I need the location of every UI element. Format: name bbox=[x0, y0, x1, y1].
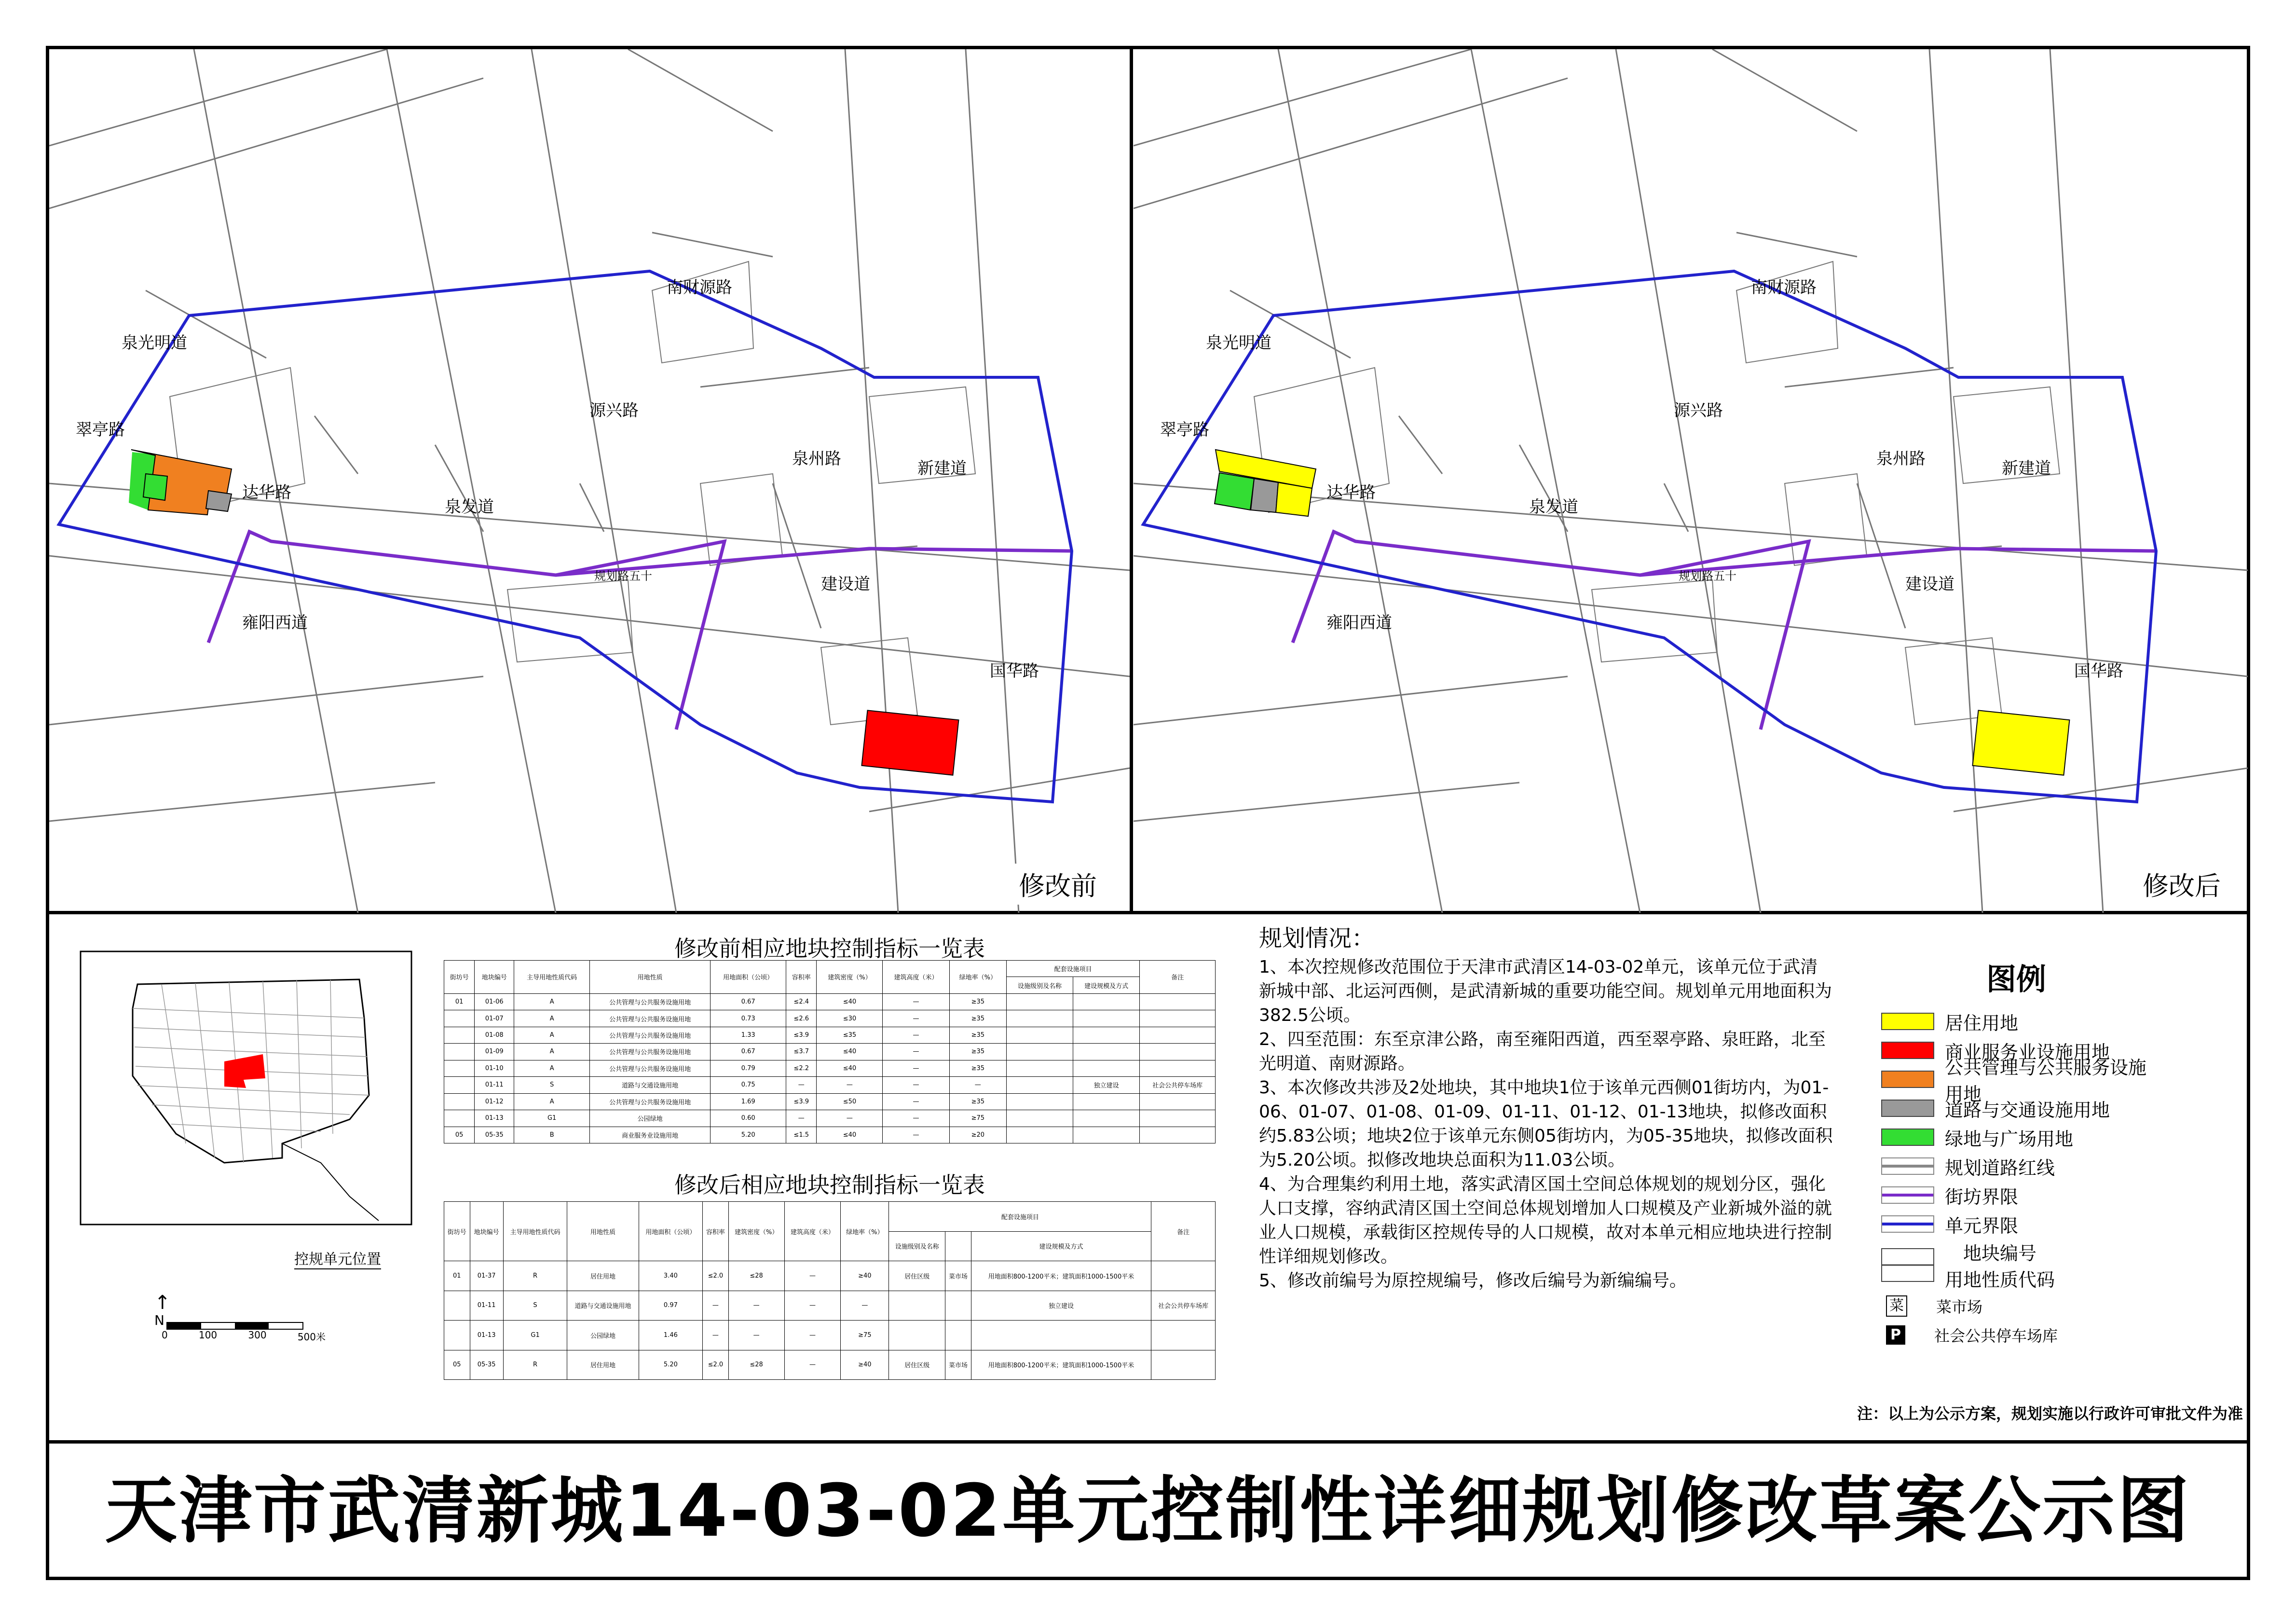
table-header-cell: 用地面积（公顷） bbox=[711, 961, 786, 994]
table-cell: G1 bbox=[514, 1110, 590, 1127]
table-cell: 5.20 bbox=[711, 1127, 786, 1143]
legend bbox=[1881, 955, 2151, 1349]
table-cell bbox=[444, 1291, 470, 1321]
table-cell bbox=[1007, 993, 1073, 1010]
table-cell: 公共管理与公共服务设施用地 bbox=[590, 1010, 711, 1027]
table-cell: — bbox=[883, 1010, 949, 1027]
table-cell bbox=[1073, 1044, 1140, 1060]
table-after-title: 修改后相应地块控制指标一览表 bbox=[674, 1172, 985, 1198]
table-header-cell: 绿地率（%） bbox=[949, 961, 1006, 994]
table-cell: 商业服务业设施用地 bbox=[590, 1127, 711, 1143]
table-cell: 1.69 bbox=[711, 1093, 786, 1110]
footnote: 注：以上为公示方案，规划实施以行政许可审批文件为准 bbox=[1857, 1404, 2243, 1423]
table-cell: — bbox=[883, 1127, 949, 1143]
legend-label: 道路与交通设施用地 bbox=[1945, 1099, 2110, 1121]
table-cell: ≤40 bbox=[817, 1060, 883, 1076]
table-cell: — bbox=[949, 1077, 1006, 1093]
table-cell: 01-12 bbox=[475, 1093, 514, 1110]
table-cell bbox=[444, 1010, 475, 1027]
table-cell: ≥35 bbox=[949, 1093, 1006, 1110]
locator-caption: 控规单元位置 bbox=[294, 1247, 381, 1269]
table-cell: 01-06 bbox=[475, 993, 514, 1010]
table-row bbox=[444, 1350, 1216, 1380]
table-cell: 1.33 bbox=[711, 1027, 786, 1043]
table-cell: 05 bbox=[444, 1350, 470, 1380]
table-cell: 01-13 bbox=[475, 1110, 514, 1127]
table-cell: 居住区级 bbox=[889, 1350, 945, 1380]
table-cell: — bbox=[784, 1291, 841, 1321]
before-caption: 修改前 bbox=[1013, 864, 1103, 905]
table-cell: 0.79 bbox=[711, 1060, 786, 1076]
legend-label: 街坊界限 bbox=[1945, 1186, 2019, 1208]
svg-text:雍阳西道: 雍阳西道 bbox=[1326, 613, 1392, 633]
table-cell bbox=[1007, 1093, 1073, 1110]
table-cell: ≤2.2 bbox=[786, 1060, 817, 1076]
table-cell bbox=[945, 1291, 971, 1321]
table-cell: 5.20 bbox=[639, 1350, 703, 1380]
legend-item bbox=[1881, 1057, 2151, 1105]
table-row bbox=[444, 1010, 1216, 1027]
svg-text:国华路: 国华路 bbox=[990, 661, 1039, 681]
table-cell: 0.67 bbox=[711, 993, 786, 1010]
title-band-frame bbox=[46, 1440, 2250, 1444]
table-row bbox=[444, 1027, 1216, 1043]
legend-swatch bbox=[1881, 1042, 1934, 1059]
svg-text:泉州路: 泉州路 bbox=[792, 449, 841, 468]
table-cell bbox=[1007, 1060, 1073, 1076]
note-1: 1、本次控规修改范围位于天津市武清区14-03-02单元，该单元位于武清新城中部、北运河西侧，是武清新城的重要功能空间。规划单元用地面积为382.5公顷。 bbox=[1259, 957, 1832, 1025]
table-cell: A bbox=[514, 1060, 590, 1076]
svg-text:泉发道: 泉发道 bbox=[445, 497, 494, 517]
table-subheader-cell bbox=[945, 1231, 971, 1261]
table-cell: ≤35 bbox=[817, 1027, 883, 1043]
table-cell: 05 bbox=[444, 1127, 475, 1143]
legend-label: 单元界限 bbox=[1945, 1215, 2019, 1237]
legend-market-row bbox=[1881, 1292, 2151, 1321]
table-cell: 公共管理与公共服务设施用地 bbox=[590, 993, 711, 1010]
legend-swatch bbox=[1881, 1215, 1934, 1233]
table-cell: 社会公共停车场库 bbox=[1140, 1077, 1216, 1093]
table-cell bbox=[444, 1321, 470, 1350]
table-cell: — bbox=[786, 1110, 817, 1127]
svg-text:源兴路: 源兴路 bbox=[1674, 401, 1723, 420]
table-cell bbox=[1073, 1027, 1140, 1043]
svg-text:国华路: 国华路 bbox=[2074, 661, 2123, 681]
table-subheader-cell: 建设规模及方式 bbox=[971, 1231, 1151, 1261]
parcel-01-11-traffic bbox=[1251, 479, 1278, 512]
legend-title: 图例 bbox=[1986, 962, 2046, 997]
table-cell: — bbox=[784, 1261, 841, 1291]
table-cell bbox=[444, 1110, 475, 1127]
svg-text:新建道: 新建道 bbox=[917, 459, 967, 478]
svg-text:规划路五十: 规划路五十 bbox=[1679, 569, 1736, 583]
table-cell: R bbox=[503, 1261, 567, 1291]
table-row bbox=[444, 1093, 1216, 1110]
table-cell bbox=[1007, 1044, 1073, 1060]
scale-100: 100 bbox=[198, 1329, 218, 1341]
market-label: 菜市场 bbox=[1936, 1298, 1983, 1316]
scale-labels bbox=[162, 1329, 326, 1343]
table-cell: 公共管理与公共服务设施用地 bbox=[590, 1044, 711, 1060]
table-subheader-cell: 建设规模及方式 bbox=[1073, 977, 1140, 993]
table-cell: B bbox=[514, 1127, 590, 1143]
table-header-cell: 用地性质 bbox=[590, 961, 711, 994]
table-cell: 居住区级 bbox=[889, 1261, 945, 1291]
table-cell: 0.73 bbox=[711, 1010, 786, 1027]
parcel-01-13-green bbox=[1215, 473, 1254, 510]
table-cell: 01 bbox=[444, 1261, 470, 1291]
svg-text:建设道: 建设道 bbox=[1905, 575, 1954, 594]
parcel-01-green bbox=[143, 474, 167, 500]
table-header-cell: 建筑高度（米） bbox=[883, 961, 949, 994]
scale-300: 300 bbox=[248, 1329, 267, 1341]
table-row bbox=[444, 1044, 1216, 1060]
table-cell: 3.40 bbox=[639, 1261, 703, 1291]
table-row bbox=[444, 1077, 1216, 1093]
table-cell bbox=[444, 1060, 475, 1076]
table-cell bbox=[1140, 1044, 1216, 1060]
svg-text:泉光明道: 泉光明道 bbox=[1206, 333, 1271, 353]
table-cell bbox=[1140, 993, 1216, 1010]
table-cell: 01-08 bbox=[475, 1027, 514, 1043]
table-cell: 道路与交通设施用地 bbox=[567, 1291, 639, 1321]
table-cell: G1 bbox=[503, 1321, 567, 1350]
table-cell: S bbox=[514, 1077, 590, 1093]
table-cell bbox=[444, 1093, 475, 1110]
table-cell bbox=[1140, 1027, 1216, 1043]
table-header-cell: 地块编号 bbox=[475, 961, 514, 994]
svg-text:翠亭路: 翠亭路 bbox=[76, 420, 125, 440]
table-row bbox=[444, 993, 1216, 1010]
table-cell: 用地面积800-1200平米；建筑面积1000-1500平米 bbox=[971, 1261, 1151, 1291]
table-cell bbox=[444, 1027, 475, 1043]
legend-item bbox=[1881, 1123, 2151, 1152]
table-cell: ≥35 bbox=[949, 1027, 1006, 1043]
parcel-05-35-commercial bbox=[861, 710, 958, 775]
table-cell: — bbox=[883, 993, 949, 1010]
table-subheader-cell: 设施级别及名称 bbox=[1007, 977, 1073, 993]
table-cell: ≥35 bbox=[949, 993, 1006, 1010]
table-cell bbox=[1073, 1010, 1140, 1027]
parking-label: 社会公共停车场库 bbox=[1934, 1327, 2058, 1345]
table-cell: ≥35 bbox=[949, 1044, 1006, 1060]
table-cell: — bbox=[883, 1044, 949, 1060]
table-cell: ≤3.9 bbox=[786, 1093, 817, 1110]
legend-item bbox=[1881, 1181, 2151, 1210]
svg-text:新建道: 新建道 bbox=[2002, 459, 2051, 478]
svg-text:规划路五十: 规划路五十 bbox=[594, 569, 652, 583]
table-cell: ≤2.4 bbox=[786, 993, 817, 1010]
table-cell bbox=[1073, 1127, 1140, 1143]
table-cell: A bbox=[514, 1044, 590, 1060]
table-header-cell: 绿地率（%） bbox=[841, 1202, 889, 1261]
table-header-cell: 建筑高度（米） bbox=[784, 1202, 841, 1261]
table-cell bbox=[1140, 1060, 1216, 1076]
svg-text:雍阳西道: 雍阳西道 bbox=[242, 613, 308, 633]
table-cell: ≥40 bbox=[841, 1261, 889, 1291]
table-cell: 01-13 bbox=[470, 1321, 503, 1350]
table-cell: 01-11 bbox=[470, 1291, 503, 1321]
table-cell: 0.67 bbox=[711, 1044, 786, 1060]
table-cell bbox=[444, 1044, 475, 1060]
table-cell: 独立建设 bbox=[971, 1291, 1151, 1321]
table-cell bbox=[1073, 1060, 1140, 1076]
table-cell bbox=[1007, 1110, 1073, 1127]
table-cell: 公共管理与公共服务设施用地 bbox=[590, 1093, 711, 1110]
table-header-cell: 容积率 bbox=[703, 1202, 729, 1261]
table-cell bbox=[1007, 1027, 1073, 1043]
table-cell: — bbox=[728, 1291, 784, 1321]
table-cell: 1.46 bbox=[639, 1321, 703, 1350]
note-3: 3、本次修改共涉及2处地块，其中地块1位于该单元西侧01街坊内，为01-06、01-07、01-08、01-09、01-11、01-12、01-13地块，拟修改面积约5.83公顷；地块2位于该单元东侧05街坊内，为05-35地块，拟修改面积为5.20公顷。拟修改地块总面积为11.03公顷。 bbox=[1259, 1078, 1833, 1170]
after-caption: 修改后 bbox=[2137, 864, 2227, 905]
table-cell bbox=[1007, 1010, 1073, 1027]
table-cell bbox=[1151, 1321, 1216, 1350]
map-before bbox=[49, 49, 1130, 913]
svg-text:泉州路: 泉州路 bbox=[1876, 449, 1926, 468]
table-header-cell: 街坊号 bbox=[444, 1202, 470, 1261]
table-cell: — bbox=[883, 1110, 949, 1127]
table-cell: ≤40 bbox=[817, 1127, 883, 1143]
table-header-cell: 地块编号 bbox=[470, 1202, 503, 1261]
legend-swatch bbox=[1881, 1071, 1934, 1088]
table-cell: A bbox=[514, 993, 590, 1010]
table-header-cell: 用地性质 bbox=[567, 1202, 639, 1261]
north-arrow-icon: ↑ bbox=[154, 1292, 171, 1314]
table-cell bbox=[1140, 1110, 1216, 1127]
legend-swatch bbox=[1881, 1100, 1934, 1117]
table-header-cell: 备注 bbox=[1140, 961, 1216, 994]
table-cell: R bbox=[503, 1350, 567, 1380]
note-4: 4、为合理集约利用土地，落实武清区国土空间总体规划的规划分区，强化人口支撑，容纳武清区国土空间总体规划增加人口规模及产业新城外溢的就业人口规模，承载街区控规传导的人口规模，故对本单元相应地块进行控制性详细规划修改。 bbox=[1259, 1174, 1832, 1266]
table-cell: ≤50 bbox=[817, 1093, 883, 1110]
legend-parking-row bbox=[1881, 1321, 2151, 1349]
north-label: N bbox=[154, 1312, 164, 1328]
table-cell bbox=[1073, 1110, 1140, 1127]
table-cell: 01-07 bbox=[475, 1010, 514, 1027]
table-cell: — bbox=[817, 1110, 883, 1127]
scale-bar bbox=[166, 1322, 303, 1330]
table-cell: ≤30 bbox=[817, 1010, 883, 1027]
table-cell: 菜市场 bbox=[945, 1350, 971, 1380]
table-cell: ≤40 bbox=[817, 993, 883, 1010]
legend-swatch bbox=[1881, 1186, 1934, 1204]
table-after bbox=[444, 1201, 1216, 1380]
parcel-01-traffic bbox=[206, 491, 232, 511]
table-header-cell: 主导用地性质代码 bbox=[503, 1202, 567, 1261]
legend-label: 商业服务业设施用地 bbox=[1945, 1041, 2110, 1063]
map-after bbox=[1134, 49, 2248, 913]
svg-text:建设道: 建设道 bbox=[821, 575, 870, 594]
table-cell bbox=[971, 1321, 1151, 1350]
table-cell bbox=[1151, 1261, 1216, 1291]
scale-500: 500米 bbox=[297, 1331, 326, 1343]
table-cell: — bbox=[883, 1027, 949, 1043]
table-cell: 01-10 bbox=[475, 1060, 514, 1076]
locator-map bbox=[80, 950, 412, 1225]
table-cell: ≤28 bbox=[728, 1261, 784, 1291]
svg-text:南财源路: 南财源路 bbox=[667, 278, 732, 297]
svg-text:翠亭路: 翠亭路 bbox=[1160, 420, 1209, 440]
table-header-cell: 备注 bbox=[1151, 1202, 1216, 1261]
table-cell bbox=[1073, 1093, 1140, 1110]
table-cell: 菜市场 bbox=[945, 1261, 971, 1291]
notes-title: 规划情况： bbox=[1259, 925, 1375, 952]
table-cell: 公园绿地 bbox=[590, 1110, 711, 1127]
table-cell: — bbox=[703, 1291, 729, 1321]
parcel-05-35-residential bbox=[1972, 710, 2069, 775]
legend-swatch bbox=[1881, 1129, 1934, 1146]
table-cell: 05-35 bbox=[475, 1127, 514, 1143]
table-cell bbox=[1151, 1350, 1216, 1380]
table-cell: ≥40 bbox=[841, 1350, 889, 1380]
table-cell bbox=[1007, 1077, 1073, 1093]
table-cell: 居住用地 bbox=[567, 1350, 639, 1380]
table-cell: — bbox=[703, 1321, 729, 1350]
table-cell: A bbox=[514, 1027, 590, 1043]
table-cell: ≤1.5 bbox=[786, 1127, 817, 1143]
table-row bbox=[444, 1110, 1216, 1127]
table-cell: — bbox=[883, 1060, 949, 1076]
table-cell: — bbox=[883, 1093, 949, 1110]
legend-code-row bbox=[1881, 1239, 2151, 1292]
main-title: 天津市武清新城14-03-02单元控制性详细规划修改草案公示图 bbox=[105, 1469, 2191, 1553]
table-cell: ≥75 bbox=[949, 1110, 1006, 1127]
table-cell: ≤40 bbox=[817, 1044, 883, 1060]
table-cell: — bbox=[784, 1321, 841, 1350]
table-cell: ≥35 bbox=[949, 1060, 1006, 1076]
legend-item bbox=[1881, 1007, 2151, 1036]
code-box-icon bbox=[1881, 1248, 1934, 1282]
table-cell: 01-11 bbox=[475, 1077, 514, 1093]
table-cell: 用地面积800-1200平米；建筑面积1000-1500平米 bbox=[971, 1350, 1151, 1380]
table-before bbox=[444, 960, 1216, 1143]
table-cell: ≤2.0 bbox=[703, 1261, 729, 1291]
table-cell bbox=[1140, 1127, 1216, 1143]
table-cell: — bbox=[883, 1077, 949, 1093]
table-cell: 社会公共停车场库 bbox=[1151, 1291, 1216, 1321]
table-row bbox=[444, 1060, 1216, 1076]
table-cell bbox=[889, 1321, 945, 1350]
svg-text:达华路: 达华路 bbox=[1326, 483, 1376, 502]
scale-0: 0 bbox=[162, 1329, 168, 1341]
legend-swatch bbox=[1881, 1013, 1934, 1030]
note-5: 5、修改前编号为原控规编号，修改后编号为新编编号。 bbox=[1259, 1271, 1687, 1291]
legend-label: 居住用地 bbox=[1945, 1012, 2019, 1034]
table-cell: 0.60 bbox=[711, 1110, 786, 1127]
table-row bbox=[444, 1321, 1216, 1350]
table-cell: A bbox=[514, 1093, 590, 1110]
table-cell: — bbox=[841, 1291, 889, 1321]
table-cell bbox=[1073, 993, 1140, 1010]
svg-text:泉发道: 泉发道 bbox=[1529, 497, 1578, 517]
table-row bbox=[444, 1261, 1216, 1291]
table-header-cell: 容积率 bbox=[786, 961, 817, 994]
table-cell: 独立建设 bbox=[1073, 1077, 1140, 1093]
table-cell: ≤2.6 bbox=[786, 1010, 817, 1027]
table-cell: 道路与交通设施用地 bbox=[590, 1077, 711, 1093]
table-cell: 01 bbox=[444, 993, 475, 1010]
table-cell: — bbox=[786, 1077, 817, 1093]
table-cell bbox=[1140, 1010, 1216, 1027]
table-cell: 0.75 bbox=[711, 1077, 786, 1093]
table-cell: ≤3.7 bbox=[786, 1044, 817, 1060]
market-icon: 菜 bbox=[1886, 1295, 1907, 1317]
table-cell: — bbox=[817, 1077, 883, 1093]
table-cell bbox=[889, 1291, 945, 1321]
table-header-cell: 配套设施项目 bbox=[1007, 961, 1140, 977]
table-before-title: 修改前相应地块控制指标一览表 bbox=[674, 936, 985, 962]
svg-text:源兴路: 源兴路 bbox=[589, 401, 639, 420]
table-cell bbox=[444, 1077, 475, 1093]
table-subheader-cell: 设施级别及名称 bbox=[889, 1231, 945, 1261]
planning-notes bbox=[1259, 926, 1833, 1293]
table-cell: ≤28 bbox=[728, 1350, 784, 1380]
legend-label: 绿地与广场用地 bbox=[1945, 1128, 2074, 1150]
code-label-2: 用地性质代码 bbox=[1945, 1269, 2055, 1291]
table-header-cell: 建筑密度（%） bbox=[728, 1202, 784, 1261]
table-cell: ≥20 bbox=[949, 1127, 1006, 1143]
legend-swatch bbox=[1881, 1157, 1934, 1175]
table-cell: 公园绿地 bbox=[567, 1321, 639, 1350]
table-cell: 0.97 bbox=[639, 1291, 703, 1321]
parking-icon: P bbox=[1886, 1325, 1905, 1345]
svg-text:达华路: 达华路 bbox=[242, 483, 291, 502]
svg-text:泉光明道: 泉光明道 bbox=[122, 333, 187, 353]
table-cell: — bbox=[784, 1350, 841, 1380]
parcel-01-37-residential-2 bbox=[1276, 482, 1312, 516]
maps-divider bbox=[1130, 46, 1133, 914]
table-cell: 05-35 bbox=[470, 1350, 503, 1380]
table-cell: ≤3.9 bbox=[786, 1027, 817, 1043]
table-cell: ≥35 bbox=[949, 1010, 1006, 1027]
table-cell: A bbox=[514, 1010, 590, 1027]
table-cell bbox=[1007, 1127, 1073, 1143]
code-label-1: 地块编号 bbox=[1963, 1243, 2037, 1264]
table-cell: 公共管理与公共服务设施用地 bbox=[590, 1027, 711, 1043]
table-cell bbox=[945, 1321, 971, 1350]
table-cell: 01-09 bbox=[475, 1044, 514, 1060]
legend-item bbox=[1881, 1210, 2151, 1239]
table-cell: ≤2.0 bbox=[703, 1350, 729, 1380]
table-header-cell: 配套设施项目 bbox=[889, 1202, 1151, 1232]
table-header-cell: 建筑密度（%） bbox=[817, 961, 883, 994]
table-row bbox=[444, 1291, 1216, 1321]
legend-label: 公共管理与公共服务设施用地 bbox=[1945, 1057, 2147, 1105]
note-2: 2、四至范围：东至京津公路，南至雍阳西道，西至翠亭路、泉旺路，北至光明道、南财源路。 bbox=[1259, 1030, 1826, 1073]
table-cell: — bbox=[728, 1321, 784, 1350]
table-cell: 公共管理与公共服务设施用地 bbox=[590, 1060, 711, 1076]
svg-text:南财源路: 南财源路 bbox=[1751, 278, 1817, 297]
table-cell: S bbox=[503, 1291, 567, 1321]
table-cell bbox=[1140, 1093, 1216, 1110]
table-cell: ≥75 bbox=[841, 1321, 889, 1350]
table-cell: 01-37 bbox=[470, 1261, 503, 1291]
table-header-cell: 街坊号 bbox=[444, 961, 475, 994]
table-cell: 居住用地 bbox=[567, 1261, 639, 1291]
table-header-cell: 用地面积（公顷） bbox=[639, 1202, 703, 1261]
table-header-cell: 主导用地性质代码 bbox=[514, 961, 590, 994]
legend-item bbox=[1881, 1152, 2151, 1181]
table-row bbox=[444, 1127, 1216, 1143]
legend-label: 规划道路红线 bbox=[1945, 1157, 2055, 1179]
